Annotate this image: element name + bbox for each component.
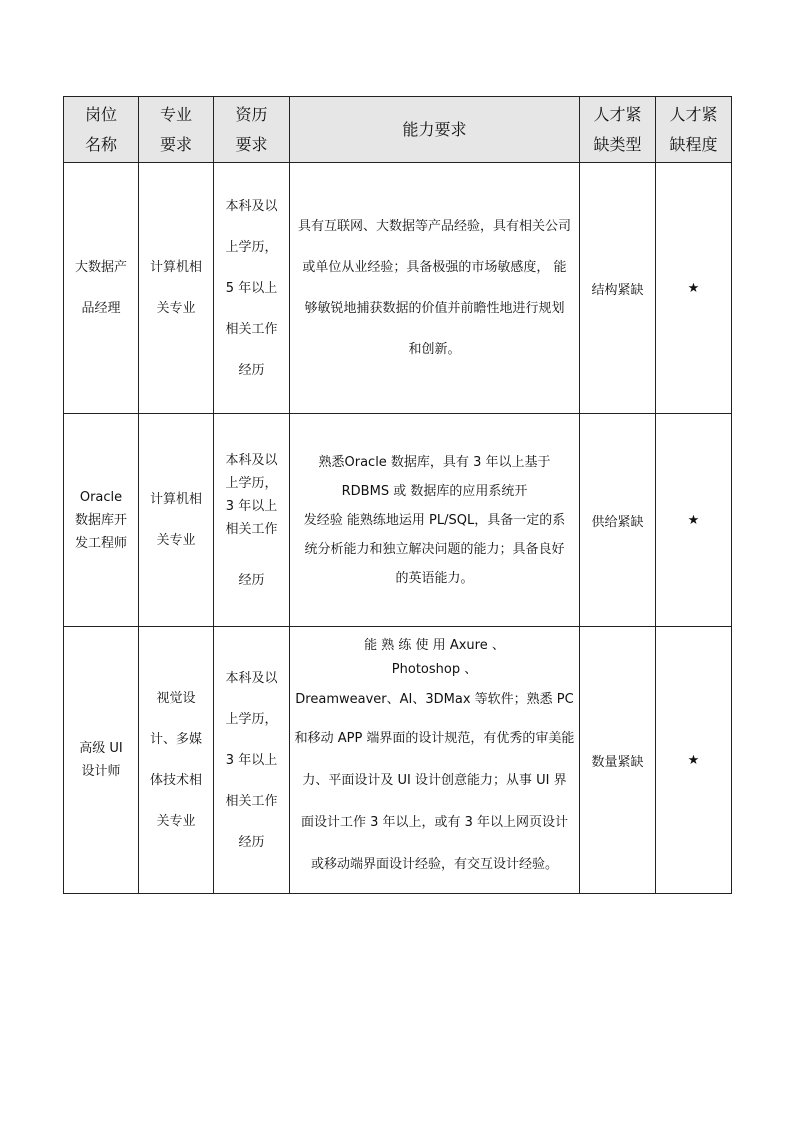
shortage-type-cell: 数量紧缺 bbox=[580, 627, 656, 894]
ability-cell: 能 熟 练 使 用 Axure 、 Photoshop 、 Dreamweaver、AI、3DMax 等软件；熟悉 PC 和移动 APP 端界面的设计规范，有优秀的审美能 力、平面设计及 UI 设计创意能力；从事 UI 界 面设计工作 3 年以上，或有 3 年以上网页设计 或移动端界面设计经验，有交互设计经验。 bbox=[290, 627, 580, 894]
shortage-degree-star: ★ bbox=[656, 414, 732, 627]
shortage-type-cell: 供给紧缺 bbox=[580, 414, 656, 627]
major-cell: 视觉设 计、多媒 体技术相 关专业 bbox=[139, 627, 214, 894]
header-shortage-type: 人才紧 缺类型 bbox=[580, 97, 656, 163]
experience-cell: 本科及以 上学历， 3 年以上 相关工作 经历 bbox=[214, 627, 290, 894]
major-cell: 计算机相 关专业 bbox=[139, 163, 214, 414]
table-row bbox=[64, 414, 732, 627]
position-cell: 高级 UI 设计师 bbox=[64, 627, 139, 894]
ability-cell: 具有互联网、大数据等产品经验，具有相关公司 或单位从业经验；具备极强的市场敏感度， 能 够敏锐地捕获数据的价值并前瞻性地进行规划 和创新。 bbox=[290, 163, 580, 414]
position-cell: Oracle 数据库开 发工程师 bbox=[64, 414, 139, 627]
shortage-degree-star: ★ bbox=[656, 627, 732, 894]
header-position: 岗位 名称 bbox=[64, 97, 139, 163]
shortage-type-cell: 结构紧缺 bbox=[580, 163, 656, 414]
table-header-row bbox=[64, 97, 732, 163]
talent-shortage-table bbox=[63, 96, 732, 894]
header-shortage-degree: 人才紧 缺程度 bbox=[656, 97, 732, 163]
shortage-degree-star: ★ bbox=[656, 163, 732, 414]
header-ability: 能力要求 bbox=[290, 97, 580, 163]
major-cell: 计算机相 关专业 bbox=[139, 414, 214, 627]
experience-cell: 本科及以 上学历， 5 年以上 相关工作 经历 bbox=[214, 163, 290, 414]
ability-cell: 熟悉Oracle 数据库，具有 3 年以上基于 RDBMS 或 数据库的应用系统开 发经验 能熟练地运用 PL/SQL，具备一定的系 统分析能力和独立解决问题的能力；具备良好 的英语能力。 bbox=[290, 414, 580, 627]
header-experience: 资历 要求 bbox=[214, 97, 290, 163]
table-row bbox=[64, 627, 732, 894]
table-row bbox=[64, 163, 732, 414]
experience-cell: 本科及以 上学历， 3 年以上 相关工作 经历 bbox=[214, 414, 290, 627]
position-cell: 大数据产 品经理 bbox=[64, 163, 139, 414]
header-major: 专业 要求 bbox=[139, 97, 214, 163]
